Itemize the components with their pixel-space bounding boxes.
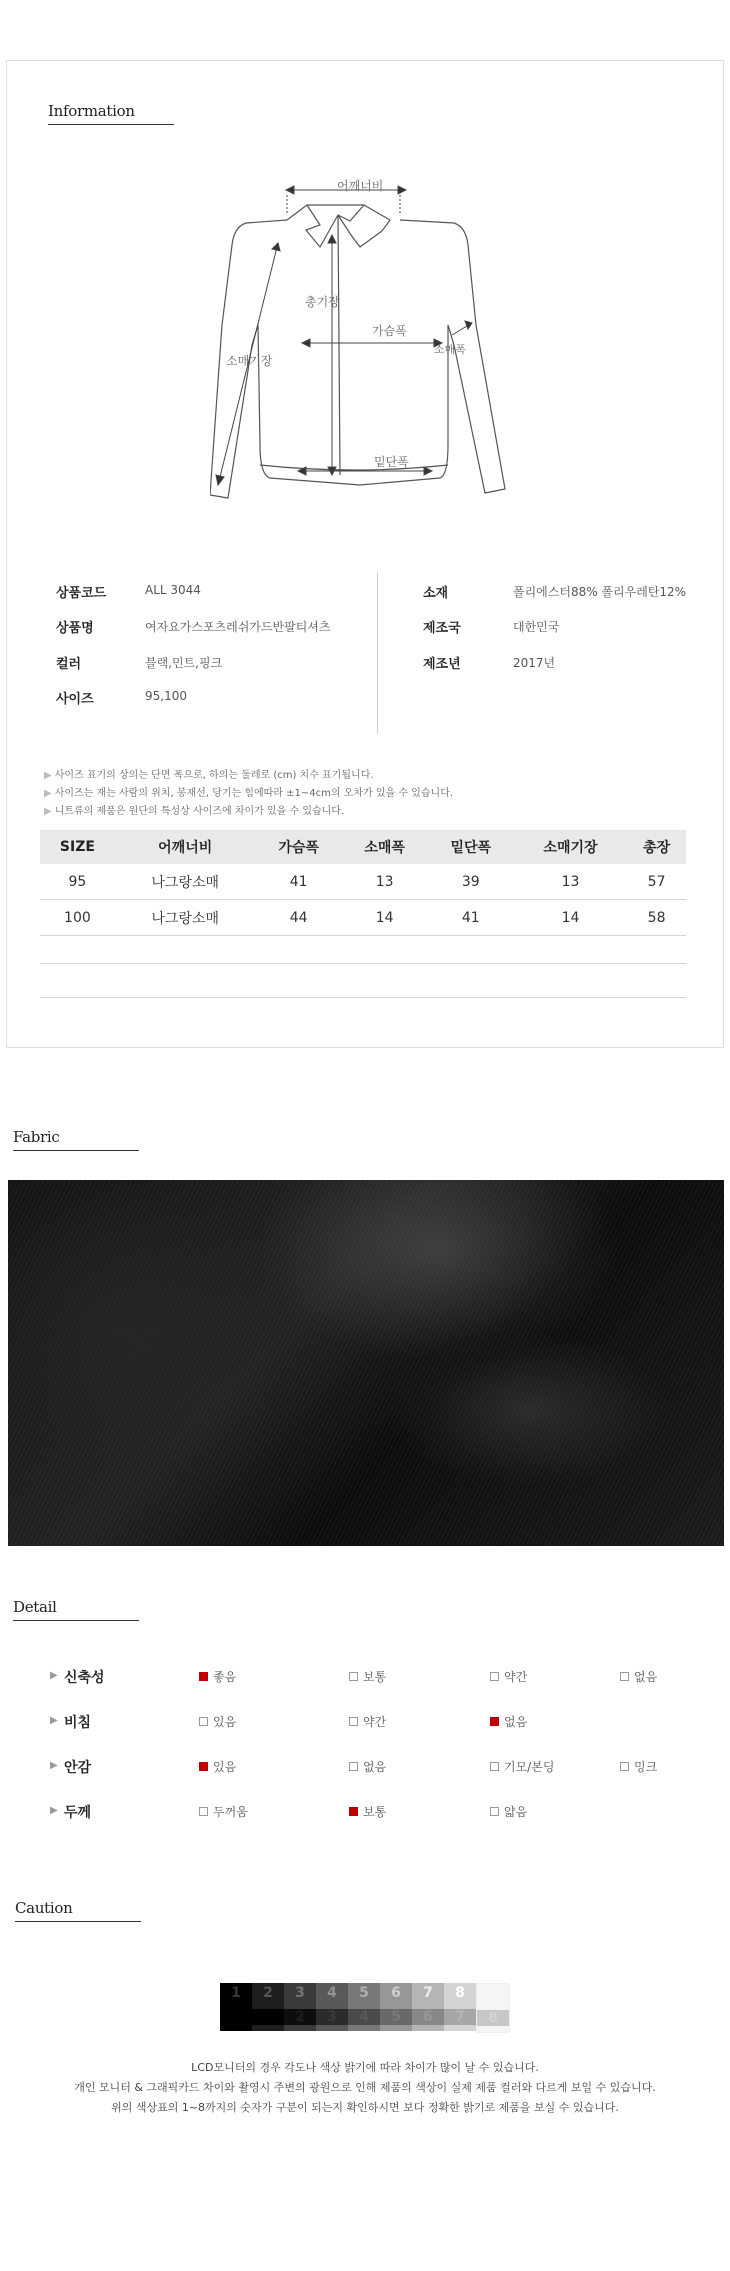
checkbox-icon (490, 1762, 499, 1771)
swatch-number-top: 5 (359, 1985, 369, 2001)
size-table (40, 830, 686, 936)
information-title: Information (48, 102, 174, 125)
table-cell: 57 (627, 864, 686, 900)
header-hem: 밑단폭 (428, 830, 514, 864)
detail-option: 기모/본딩 (490, 1758, 554, 1775)
triangle-bullet-icon: ▶ (50, 1670, 58, 1681)
table-cell: 58 (627, 900, 686, 936)
caution-text: LCD모니터의 경우 각도나 색상 밝기에 따라 차이가 많이 날 수 있습니다. (191, 2061, 539, 2074)
fabric-title: Fabric (13, 1128, 139, 1151)
checkbox-checked-icon (199, 1672, 208, 1681)
brightness-swatch (284, 1983, 316, 2031)
detail-option-checked: 좋음 (199, 1668, 236, 1685)
header-shoulder: 어깨너비 (115, 830, 256, 864)
garment-size-diagram (210, 175, 520, 505)
swatch-number-bottom: 1 (252, 2009, 284, 2025)
swatch-number-bottom: 6 (412, 2009, 444, 2025)
detail-option: 밍크 (620, 1758, 657, 1775)
detail-label: 신축성 (64, 1670, 105, 1686)
brightness-swatch (220, 1983, 252, 2031)
header-total-length: 총장 (627, 830, 686, 864)
diagram-label-shoulder: 어깨너비 (337, 179, 384, 193)
table-cell: 14 (342, 900, 428, 936)
header-size: SIZE (40, 830, 115, 864)
size-table-header (40, 830, 686, 864)
swatch-number-bottom: 8 (477, 2010, 509, 2026)
size-note: ▶ 사이즈 표기의 상의는 단면 폭으로, 하의는 둘레로 (cm) 치수 표기됩니다. (44, 770, 374, 781)
brightness-swatch (316, 1983, 348, 2031)
table-empty-row-line (40, 963, 686, 964)
triangle-bullet-icon: ▶ (44, 806, 52, 817)
swatch-number-top: 2 (263, 1985, 273, 2001)
caution-text: 개인 모니터 & 그래픽카드 차이와 촬영시 주변의 광원으로 인해 제품의 색상이 실제 제품 컬러와 다르게 보일 수 있습니다. (74, 2081, 656, 2094)
swatch-number-bottom: 5 (380, 2009, 412, 2025)
triangle-bullet-icon: ▶ (44, 788, 52, 799)
table-cell: 나그랑소매 (115, 864, 256, 900)
table-cell: 41 (428, 900, 514, 936)
detail-label: 비침 (64, 1715, 92, 1731)
detail-label: 안감 (64, 1760, 92, 1776)
brightness-swatch (348, 1983, 380, 2031)
table-cell: 39 (428, 864, 514, 900)
header-chest: 가슴폭 (256, 830, 342, 864)
triangle-bullet-icon: ▶ (50, 1760, 58, 1771)
spec-value-color: 블랙,민트,핑크 (145, 656, 223, 670)
checkbox-checked-icon (490, 1717, 499, 1726)
table-cell: 100 (40, 900, 115, 936)
detail-label: 두께 (64, 1805, 92, 1821)
diagram-label-sleeve-width: 소매폭 (434, 343, 466, 356)
swatch-number-top: 3 (295, 1985, 305, 2001)
spec-value-name: 여자요가스포츠레쉬가드반팔티셔츠 (145, 620, 331, 634)
diagram-label-hem: 밑단폭 (374, 455, 409, 469)
swatch-number-top: 6 (391, 1985, 401, 2001)
spec-label-color: 컬러 (56, 657, 82, 672)
detail-option-checked: 보통 (349, 1803, 386, 1820)
detail-option: 두꺼움 (199, 1803, 248, 1820)
diagram-label-sleeve-length: 소매기장 (226, 354, 273, 368)
table-cell: 13 (514, 864, 627, 900)
checkbox-icon (349, 1672, 358, 1681)
spec-label-size: 사이즈 (56, 692, 94, 707)
header-sleeve-length: 소매기장 (514, 830, 627, 864)
fabric-photo (8, 1180, 724, 1546)
swatch-number-top: 8 (455, 1985, 465, 2001)
diagram-label-total-length: 총기장 (305, 295, 340, 309)
size-note: ▶ 니트류의 제품은 원단의 특성상 사이즈에 차이가 있을 수 있습니다. (44, 806, 345, 817)
table-cell: 95 (40, 864, 115, 900)
spec-label-material: 소재 (423, 586, 449, 601)
spec-label-country: 제조국 (423, 621, 461, 636)
swatch-number-bottom: 2 (284, 2009, 316, 2025)
detail-option: 있음 (199, 1713, 236, 1730)
size-note: ▶ 사이즈는 재는 사람의 위치, 봉재선, 당기는 힘에따라 ±1~4cm의 오차가 있을 수 있습니다. (44, 788, 454, 799)
detail-option: 얇음 (490, 1803, 527, 1820)
detail-option: 보통 (349, 1668, 386, 1685)
triangle-bullet-icon: ▶ (50, 1715, 58, 1726)
spec-value-size: 95,100 (145, 689, 187, 703)
spec-value-material: 폴리에스터88% 폴리우레탄12% (513, 585, 687, 599)
brightness-swatch (252, 1983, 284, 2031)
triangle-bullet-icon: ▶ (44, 770, 52, 781)
table-cell: 14 (514, 900, 627, 936)
detail-option-checked: 있음 (199, 1758, 236, 1775)
swatch-number-bottom: 4 (348, 2009, 380, 2025)
swatch-number-top: 7 (423, 1985, 433, 2001)
detail-option-checked: 없음 (490, 1713, 527, 1730)
checkbox-checked-icon (349, 1807, 358, 1816)
diagram-label-chest: 가슴폭 (372, 324, 407, 338)
spec-value-year: 2017년 (513, 656, 556, 670)
swatch-number-top: 1 (231, 1985, 241, 2001)
spec-divider (377, 572, 378, 734)
checkbox-icon (490, 1672, 499, 1681)
spec-value-code: ALL 3044 (145, 583, 201, 597)
table-cell: 41 (256, 864, 342, 900)
table-cell: 13 (342, 864, 428, 900)
caution-text: 위의 색상표의 1~8까지의 숫자가 구분이 되는지 확인하시면 보다 정확한 밝기로 제품을 보실 수 있습니다. (111, 2101, 619, 2114)
header-sleeve-width: 소매폭 (342, 830, 428, 864)
checkbox-icon (349, 1717, 358, 1726)
spec-label-name: 상품명 (56, 621, 94, 636)
table-empty-row-line (40, 997, 686, 998)
checkbox-icon (349, 1762, 358, 1771)
detail-title: Detail (13, 1598, 139, 1621)
swatch-number-bottom: 7 (444, 2009, 476, 2025)
brightness-swatch (444, 1983, 476, 2031)
checkbox-icon (199, 1807, 208, 1816)
brightness-swatch (412, 1983, 444, 2031)
caution-title: Caution (15, 1899, 141, 1922)
table-cell: 나그랑소매 (115, 900, 256, 936)
detail-option: 약간 (490, 1668, 527, 1685)
table-row (40, 864, 686, 900)
checkbox-icon (199, 1717, 208, 1726)
brightness-swatch (380, 1983, 412, 2031)
checkbox-icon (620, 1762, 629, 1771)
checkbox-checked-icon (199, 1762, 208, 1771)
table-cell: 44 (256, 900, 342, 936)
brightness-swatch (476, 1983, 510, 2033)
checkbox-icon (490, 1807, 499, 1816)
swatch-number-bottom: 3 (316, 2009, 348, 2025)
triangle-bullet-icon: ▶ (50, 1805, 58, 1816)
table-row (40, 900, 686, 936)
spec-label-year: 제조년 (423, 657, 461, 672)
spec-label-code: 상품코드 (56, 586, 107, 601)
detail-option: 없음 (349, 1758, 386, 1775)
detail-option: 없음 (620, 1668, 657, 1685)
checkbox-icon (620, 1672, 629, 1681)
detail-option: 약간 (349, 1713, 386, 1730)
spec-value-country: 대한민국 (513, 620, 560, 634)
swatch-number-top: 4 (327, 1985, 337, 2001)
